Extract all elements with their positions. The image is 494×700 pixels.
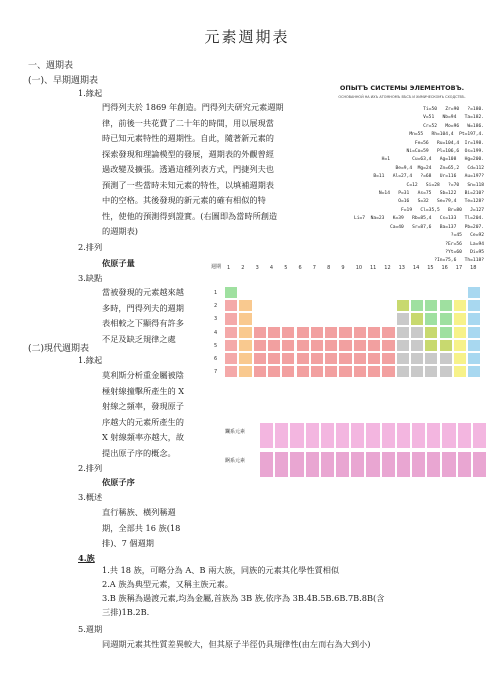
mendeleev-row: F=19 Cl=35,5 Br=80 J=127: [401, 207, 484, 213]
element-cell: [253, 339, 267, 352]
element-cell: [253, 365, 267, 378]
element-cell: [353, 326, 367, 339]
mendeleev-row: Fe=56 Ru=104,4 Ir=198.: [414, 140, 484, 146]
group-number: 6: [298, 265, 302, 271]
element-cell: [281, 365, 295, 378]
element-cell: [453, 326, 467, 339]
lanthanide-cell: [305, 422, 320, 449]
lanthanide-cell: [350, 422, 365, 449]
group-number: 7: [312, 265, 316, 271]
element-cell: [410, 365, 424, 378]
mendeleev-row: H=1 Cu=63,4 Ag=108 Hg=200.: [381, 157, 484, 163]
actinide-cell: [457, 451, 472, 478]
lanthanide-cell: [274, 422, 289, 449]
modern-origin-line: 射線之頻率，發現原子: [102, 401, 184, 411]
defect-line: 多時，門得列夫的週期: [102, 302, 184, 313]
actinide-cell: [289, 451, 304, 478]
mendeleev-rows: [318, 106, 486, 266]
mendeleev-row: Ca=40 Sr=87,6 Ba=137 Pb=207.: [389, 224, 484, 230]
element-cell: [396, 299, 410, 312]
element-cell: [338, 339, 352, 352]
period-text: 同週期元素其性質差異較大，但其原子半徑仍具規律性(由左而右為大到小): [102, 639, 371, 649]
element-cell: [324, 326, 338, 339]
modern-origin-label: 1.緣起: [78, 355, 103, 365]
element-cell: [367, 326, 381, 339]
lanthanide-cell: [320, 422, 335, 449]
element-cell: [353, 339, 367, 352]
actinide-cell: [335, 451, 350, 478]
element-cell: [281, 326, 295, 339]
element-cell: [439, 352, 453, 365]
overview-label: 3.概述: [78, 492, 103, 502]
page-title: 元素週期表: [204, 28, 290, 46]
origin-line: 過改變及擴張。透過這種列表方式，門捷列夫也: [102, 164, 274, 174]
period-number: 5: [214, 342, 218, 349]
mendeleev-row: B=11 Al=27,4 ?=68 Ur=116 Au=197?: [373, 174, 484, 180]
element-cell: [324, 365, 338, 378]
group-item: 3.B 族稱為過渡元素,均為金屬,首族為 3B 族,依序為 3B.4B.5B.6B.7B.8B(含: [102, 593, 385, 603]
element-cell: [439, 326, 453, 339]
group-number: 9: [341, 265, 345, 271]
lanthanide-label: 鑭系元素: [225, 429, 246, 435]
group-number: 3: [255, 265, 259, 271]
group-number: 16: [441, 265, 448, 271]
origin-label: 1.緣起: [78, 88, 103, 98]
mendeleev-row: N=14 P=31 As=75 Sb=122 Bi=210?: [378, 191, 484, 197]
mendeleev-row: V=51 Nb=94 Ta=182.: [423, 115, 484, 121]
section-heading-periodic-table: 一、週期表: [28, 61, 74, 71]
element-cell: [453, 299, 467, 312]
element-cell: [424, 352, 438, 365]
overview-line: 期，全部共 16 族(18: [102, 522, 181, 533]
group-list: [102, 563, 482, 619]
actinide-cell: [441, 451, 456, 478]
element-cell: [467, 326, 481, 339]
element-cell: [410, 352, 424, 365]
mendeleev-row: Cr=52 Mo=96 W=186.: [423, 123, 484, 129]
actinide-cell: [396, 451, 411, 478]
group-number: 8: [327, 265, 331, 271]
defect-label: 3.缺點: [78, 273, 103, 283]
mendeleev-row: ?=45 Ce=92: [450, 233, 484, 239]
element-cell: [396, 326, 410, 339]
element-cell: [453, 312, 467, 325]
element-cell: [224, 312, 238, 325]
element-cell: [224, 326, 238, 339]
element-cell: [338, 352, 352, 365]
element-cell: [338, 365, 352, 378]
mendeleev-row: ?Er=56 La=94: [445, 241, 484, 247]
lanthanide-cell: [441, 422, 456, 449]
element-cell: [453, 339, 467, 352]
actinide-cell: [305, 451, 320, 478]
element-cell: [224, 299, 238, 312]
period-number: 3: [214, 316, 218, 323]
group-item: 1.共 18 族，可略分為 A、B 兩大族，同族的元素其化學性質相似: [102, 565, 340, 575]
origin-line: 律，前後一共花費了二十年的時間，用以展現當: [102, 117, 274, 128]
element-cell: [439, 365, 453, 378]
group-number: 17: [455, 265, 463, 271]
element-cell: [381, 365, 395, 378]
period-label: 5.週期: [78, 624, 103, 634]
subsection-modern-table: (二)現代週期表: [28, 344, 90, 354]
actinide-label: 錒系元素: [225, 458, 246, 464]
element-cell: [424, 312, 438, 325]
mendeleev-row: Be=9,4 Mg=24 Zn=65,2 Cd=112: [395, 165, 484, 171]
element-cell: [238, 352, 252, 365]
element-cell: [224, 365, 238, 378]
element-cell: [224, 286, 238, 299]
element-cell: [338, 326, 352, 339]
arrange-text: 依原子量: [102, 258, 135, 268]
lanthanide-cell: [396, 422, 411, 449]
lanthanide-cell: [426, 422, 441, 449]
origin-line: 預測了一些當時未知元素的特性，以填補週期表: [102, 179, 274, 190]
defect-paragraph: [102, 285, 212, 347]
actinide-cell: [381, 451, 396, 478]
element-cell: [267, 339, 281, 352]
element-cell: [224, 339, 238, 352]
group-number: 18: [470, 265, 477, 271]
period-number: 7: [214, 369, 218, 376]
element-cell: [467, 352, 481, 365]
lanthanide-cell: [411, 422, 426, 449]
actinide-cell: [350, 451, 365, 478]
element-cell: [253, 352, 267, 365]
element-cell: [424, 365, 438, 378]
period-number: 2: [214, 303, 218, 310]
element-cell: [238, 326, 252, 339]
modern-periodic-table: [211, 262, 491, 412]
mendeleev-row: ?Yt=60 Di=95: [445, 249, 484, 255]
mendeleev-row: C=12 Si=28 ?=70 Sn=118: [406, 182, 484, 188]
mendeleev-table-image: [318, 84, 486, 274]
defect-line: 不足及缺乏規律之處: [102, 333, 176, 344]
period-number: 4: [214, 329, 218, 336]
origin-line: 的週期表): [102, 226, 138, 236]
mendeleev-row: Li=7 Na=23 K=39 Rb=85,4 Cs=133 Tl=204.: [354, 216, 484, 222]
group-number: 14: [412, 265, 420, 271]
origin-line: 性，使他的預測得到證實。(右圖即為當時所創造: [102, 210, 278, 221]
overview-paragraph: [102, 505, 212, 552]
lanthanide-cell: [365, 422, 380, 449]
mendeleev-row: ?In=75,6 Th=118?: [434, 258, 484, 264]
group-number: 5: [284, 265, 288, 271]
element-cell: [281, 339, 295, 352]
defect-line: 當被發現的元素越來越: [102, 287, 184, 297]
group-number: 2: [241, 265, 245, 271]
element-cell: [410, 312, 424, 325]
overview-line: 直行稱族、橫列稱週: [102, 507, 176, 517]
modern-arrange-label: 2.排列: [78, 463, 103, 473]
lanthanide-cell: [472, 422, 487, 449]
actinide-cell: [274, 451, 289, 478]
actinide-cell: [259, 451, 274, 478]
subsection-early-table: (一)、早期週期表: [28, 76, 99, 86]
element-cell: [439, 312, 453, 325]
element-cell: [310, 352, 324, 365]
group-item: 三排)1B.2B.: [102, 607, 150, 617]
element-cell: [367, 339, 381, 352]
element-cell: [396, 352, 410, 365]
element-cell: [238, 365, 252, 378]
element-cell: [396, 312, 410, 325]
period-header: 週期: [211, 264, 222, 270]
element-cell: [467, 339, 481, 352]
element-cell: [310, 365, 324, 378]
origin-paragraph: [102, 100, 312, 240]
group-number: 10: [355, 265, 363, 271]
origin-line: 時已知元素特性的週期性。自此，隨著新元素的: [102, 133, 274, 143]
actinide-cell: [472, 451, 487, 478]
group-number: 15: [427, 265, 434, 271]
modern-origin-line: 序越大的元素所產生的: [102, 416, 184, 427]
actinide-cell: [411, 451, 426, 478]
element-cell: [410, 339, 424, 352]
element-cell: [353, 352, 367, 365]
element-cell: [467, 286, 481, 299]
element-cell: [281, 352, 295, 365]
lanthanide-cell: [381, 422, 396, 449]
mendeleev-title: ОПЫТЪ СИСТЕМЫ ЭЛЕМЕНТОВЪ.: [339, 84, 465, 92]
element-cell: [267, 352, 281, 365]
origin-line: 中的空格。其後發現的新元素的確有相似的特: [102, 195, 266, 205]
modern-origin-paragraph: [102, 368, 212, 461]
element-cell: [310, 326, 324, 339]
lanthanide-cell: [259, 422, 274, 449]
element-cell: [367, 352, 381, 365]
mendeleev-subtitle: ОСНОВАННОЙ НА ИХЪ АТОМНОМЪ ВѢСѢ И ХИМИЧЕСКОМЪ СХОДСТВѢ.: [338, 95, 466, 99]
element-cell: [467, 312, 481, 325]
element-cell: [381, 339, 395, 352]
group-number: 4: [269, 265, 274, 271]
arrange-label: 2.排列: [78, 242, 103, 252]
group-number: 11: [370, 265, 377, 271]
element-cell: [453, 352, 467, 365]
element-cell: [324, 339, 338, 352]
element-cell: [381, 352, 395, 365]
mendeleev-row: Ni=Co=59 Pl=106,6 Os=199.: [406, 149, 484, 155]
element-cell: [310, 339, 324, 352]
element-cell: [296, 365, 310, 378]
element-cell: [467, 365, 481, 378]
group-number: 12: [384, 265, 391, 271]
element-cell: [424, 339, 438, 352]
actinide-cell: [320, 451, 335, 478]
lanthanide-cell: [289, 422, 304, 449]
actinide-cell: [365, 451, 380, 478]
element-cell: [410, 326, 424, 339]
element-cell: [296, 352, 310, 365]
modern-origin-line: 提出原子序的概念。: [102, 447, 176, 458]
element-cell: [296, 326, 310, 339]
period-number: 6: [214, 356, 218, 362]
element-cell: [396, 365, 410, 378]
group-number: 1: [227, 265, 231, 271]
f-block-table: [211, 418, 491, 490]
element-cell: [381, 326, 395, 339]
modern-origin-line: 莫利斯分析重金屬被陰: [102, 370, 184, 380]
modern-origin-line: 極射線撞擊所產生的 X: [102, 385, 185, 396]
element-cell: [267, 365, 281, 378]
defect-line: 表相較之下顯得有許多: [102, 318, 184, 328]
element-cell: [424, 326, 438, 339]
element-cell: [296, 339, 310, 352]
mendeleev-row: Mn=55 Rh=104,4 Pt=197,4.: [409, 132, 484, 138]
mendeleev-row: Ti=50 Zr=90 ?=180.: [423, 107, 484, 112]
element-cell: [367, 365, 381, 378]
element-cell: [238, 312, 252, 325]
element-cell: [324, 352, 338, 365]
group-item: 2.A 族為典型元素，又稱主族元素。: [102, 579, 233, 589]
modern-origin-line: X 射線頻率亦越大，故: [102, 432, 185, 442]
group-number: 13: [398, 265, 405, 271]
element-cell: [396, 339, 410, 352]
actinide-cell: [426, 451, 441, 478]
element-cell: [224, 352, 238, 365]
overview-line: 排)、7 個週期: [102, 538, 154, 548]
element-cell: [253, 326, 267, 339]
element-cell: [439, 299, 453, 312]
element-cell: [439, 339, 453, 352]
element-cell: [453, 365, 467, 378]
origin-line: 門得列夫於 1869 年創造。門得列夫研究元素週期: [102, 102, 284, 112]
lanthanide-cell: [457, 422, 472, 449]
period-number: 1: [214, 290, 218, 296]
element-cell: [267, 326, 281, 339]
element-cell: [238, 299, 252, 312]
element-cell: [353, 365, 367, 378]
modern-arrange-text: 依原子序: [102, 477, 135, 487]
origin-line: 探索發現和理論模型的發展，週期表的外觀曾經: [102, 148, 274, 159]
element-cell: [410, 299, 424, 312]
lanthanide-cell: [335, 422, 350, 449]
element-cell: [424, 299, 438, 312]
element-cell: [238, 339, 252, 352]
element-cell: [467, 299, 481, 312]
group-label: 4.族: [78, 553, 95, 563]
mendeleev-row: O=16 S=32 Se=79,4 Te=128?: [398, 199, 484, 205]
